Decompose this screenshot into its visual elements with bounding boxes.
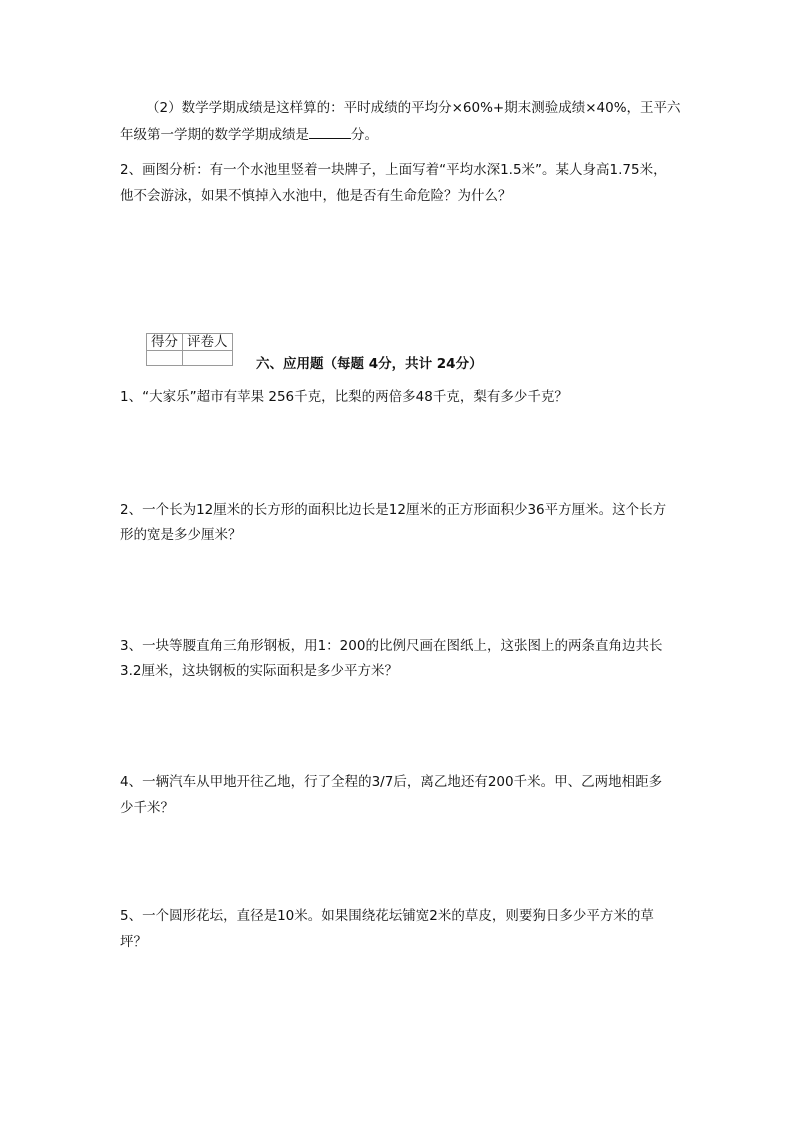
score-label: 得分 — [147, 334, 183, 351]
question-2-line2: 他不会游泳，如果不慎掉入水池中，他是否有生命危险？为什么？ — [120, 188, 512, 204]
problem-5-line1: 5、一个圆形花坛，直径是10米。如果围绕花坛铺宽2米的草皮，则要狗日多少平方米的草 — [120, 908, 654, 924]
problem-3-line2: 3.2厘米，这块钢板的实际面积是多少平方米？ — [120, 663, 398, 679]
score-box — [146, 333, 233, 366]
problem-2-line1: 2、一个长为12厘米的长方形的面积比边长是12厘米的正方形面积少36平方厘米。这个长方 — [120, 502, 667, 518]
question-2-line1: 2、画图分析：有一个水池里竖着一块牌子，上面写着“平均水深1.5米”。某人身高1.75米， — [120, 162, 667, 178]
problem-4-line1: 4、一辆汽车从甲地开往乙地，行了全程的3/7后，离乙地还有200千米。甲、乙两地相距多 — [120, 774, 663, 790]
answer-blank — [309, 124, 351, 139]
question-part2-line2-text: 年级第一学期的数学学期成绩是 — [120, 127, 309, 143]
problem-1-line1: 1、“大家乐”超市有苹果 256千克，比梨的两倍多48千克，梨有多少千克？ — [120, 389, 568, 405]
grader-cell — [183, 351, 233, 366]
problem-3-line1: 3、一块等腰直角三角形钢板，用1：200的比例尺画在图纸上，这张图上的两条直角边共长 — [120, 638, 663, 654]
problem-2-line2: 形的宽是多少厘米？ — [120, 527, 242, 543]
grader-label: 评卷人 — [183, 334, 233, 351]
problem-4-line2: 少千米？ — [120, 800, 174, 816]
section-title: 六、应用题（每题 4分，共计 24分） — [256, 356, 483, 372]
problem-5-line2: 坪？ — [120, 934, 147, 950]
question-part2-line2-unit: 分。 — [351, 127, 378, 143]
question-part2-line2 — [120, 124, 378, 145]
score-cell — [147, 351, 183, 366]
question-part2-line1: （2）数学学期成绩是这样算的：平时成绩的平均分×60%+期末测验成绩×40%，王平六 — [146, 100, 681, 116]
